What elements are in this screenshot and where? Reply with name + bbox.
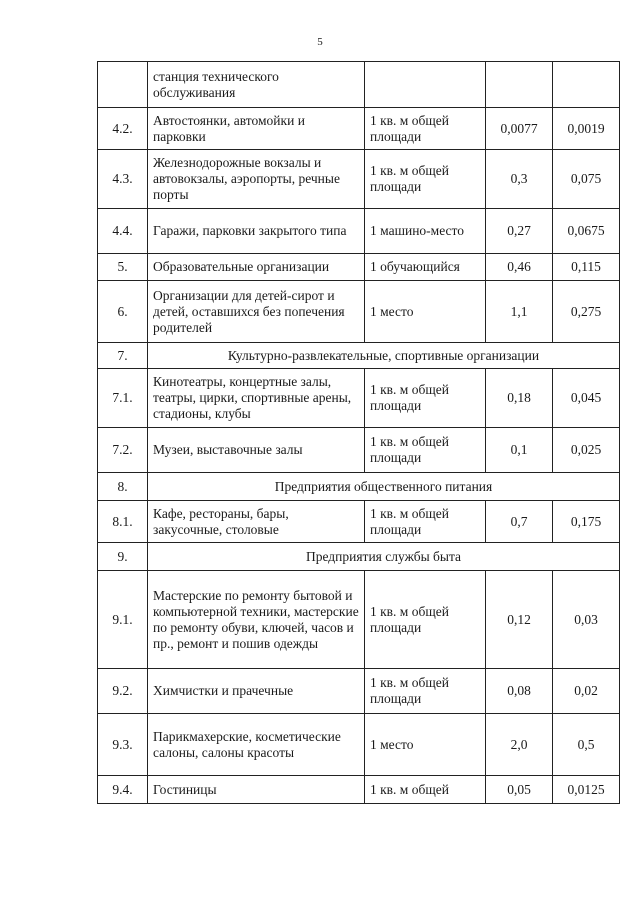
norm-value-2-cell: 0,045 (553, 369, 620, 428)
norm-value-2-cell: 0,0125 (553, 776, 620, 804)
page-number: 5 (317, 36, 323, 48)
norm-value-1-cell: 0,7 (486, 501, 553, 543)
norm-value-1-cell: 0,08 (486, 669, 553, 714)
row-number-cell: 7.2. (98, 428, 148, 473)
facility-name-cell: станция технического обслуживания (148, 62, 365, 108)
unit-cell (365, 62, 486, 108)
unit-cell: 1 кв. м общей площади (365, 108, 486, 150)
norm-value-2-cell: 0,5 (553, 714, 620, 776)
row-number-cell: 9.4. (98, 776, 148, 804)
facility-name-cell: Парикмахерские, косметические салоны, салоны красоты (148, 714, 365, 776)
row-number-cell: 5. (98, 254, 148, 281)
unit-cell: 1 кв. м общей площади (365, 369, 486, 428)
row-number-cell: 7. (98, 343, 148, 369)
row-number-cell: 9.1. (98, 571, 148, 669)
row-number-cell: 7.1. (98, 369, 148, 428)
row-number-cell: 8. (98, 473, 148, 501)
table-row (98, 254, 620, 281)
unit-cell: 1 машино-место (365, 209, 486, 254)
norm-value-1-cell: 2,0 (486, 714, 553, 776)
row-number-cell: 4.4. (98, 209, 148, 254)
facility-name-cell: Мастерские по ремонту бытовой и компьютерной техники, мастерские по ремонту обуви, ключей, часов и пр., ремонт и пошив одежды (148, 571, 365, 669)
norm-value-2-cell (553, 62, 620, 108)
unit-cell: 1 обучающийся (365, 254, 486, 281)
norm-value-1-cell: 0,12 (486, 571, 553, 669)
table-row (98, 369, 620, 428)
unit-cell: 1 кв. м общей (365, 776, 486, 804)
facility-name-cell: Кинотеатры, концертные залы, театры, цирки, спортивные арены, стадионы, клубы (148, 369, 365, 428)
norm-value-2-cell: 0,175 (553, 501, 620, 543)
table-row (98, 714, 620, 776)
row-number-cell: 9. (98, 543, 148, 571)
section-row (98, 473, 620, 501)
facility-name-cell: Гостиницы (148, 776, 365, 804)
row-number-cell: 8.1. (98, 501, 148, 543)
unit-cell: 1 кв. м общей площади (365, 150, 486, 209)
norm-value-2-cell: 0,03 (553, 571, 620, 669)
section-title-cell: Предприятия общественного питания (148, 473, 620, 501)
facility-name-cell: Железнодорожные вокзалы и автовокзалы, аэропорты, речные порты (148, 150, 365, 209)
table-row (98, 209, 620, 254)
facility-name-cell: Химчистки и прачечные (148, 669, 365, 714)
unit-cell: 1 место (365, 714, 486, 776)
unit-cell: 1 кв. м общей площади (365, 428, 486, 473)
norm-value-1-cell: 0,3 (486, 150, 553, 209)
norm-value-2-cell: 0,025 (553, 428, 620, 473)
unit-cell: 1 кв. м общей площади (365, 571, 486, 669)
norm-value-1-cell (486, 62, 553, 108)
norm-value-2-cell: 0,0019 (553, 108, 620, 150)
row-number-cell: 9.3. (98, 714, 148, 776)
facility-name-cell: Кафе, рестораны, бары, закусочные, столовые (148, 501, 365, 543)
norm-value-1-cell: 0,27 (486, 209, 553, 254)
norm-value-1-cell: 0,0077 (486, 108, 553, 150)
row-number-cell: 4.2. (98, 108, 148, 150)
table-row (98, 501, 620, 543)
row-number-cell: 6. (98, 281, 148, 343)
facility-name-cell: Автостоянки, автомойки и парковки (148, 108, 365, 150)
norm-value-2-cell: 0,075 (553, 150, 620, 209)
norm-value-1-cell: 1,1 (486, 281, 553, 343)
table-row (98, 108, 620, 150)
facility-name-cell: Гаражи, парковки закрытого типа (148, 209, 365, 254)
section-row (98, 343, 620, 369)
norm-value-1-cell: 0,18 (486, 369, 553, 428)
norm-value-1-cell: 0,46 (486, 254, 553, 281)
facility-name-cell: Музеи, выставочные залы (148, 428, 365, 473)
table-body (98, 62, 620, 804)
norm-value-2-cell: 0,275 (553, 281, 620, 343)
table-row (98, 669, 620, 714)
row-number-cell: 4.3. (98, 150, 148, 209)
table-row (98, 150, 620, 209)
table-row (98, 776, 620, 804)
norm-value-2-cell: 0,02 (553, 669, 620, 714)
norm-value-2-cell: 0,0675 (553, 209, 620, 254)
unit-cell: 1 место (365, 281, 486, 343)
norms-table (97, 61, 620, 804)
facility-name-cell: Организации для детей-сирот и детей, оставшихся без попечения родителей (148, 281, 365, 343)
table-row (98, 62, 620, 108)
unit-cell: 1 кв. м общей площади (365, 669, 486, 714)
unit-cell: 1 кв. м общей площади (365, 501, 486, 543)
norm-value-1-cell: 0,1 (486, 428, 553, 473)
table-row (98, 428, 620, 473)
section-title-cell: Культурно-развлекательные, спортивные организации (148, 343, 620, 369)
section-row (98, 543, 620, 571)
norm-value-2-cell: 0,115 (553, 254, 620, 281)
row-number-cell (98, 62, 148, 108)
table-row (98, 281, 620, 343)
section-title-cell: Предприятия службы быта (148, 543, 620, 571)
row-number-cell: 9.2. (98, 669, 148, 714)
norm-value-1-cell: 0,05 (486, 776, 553, 804)
facility-name-cell: Образовательные организации (148, 254, 365, 281)
table-row (98, 571, 620, 669)
